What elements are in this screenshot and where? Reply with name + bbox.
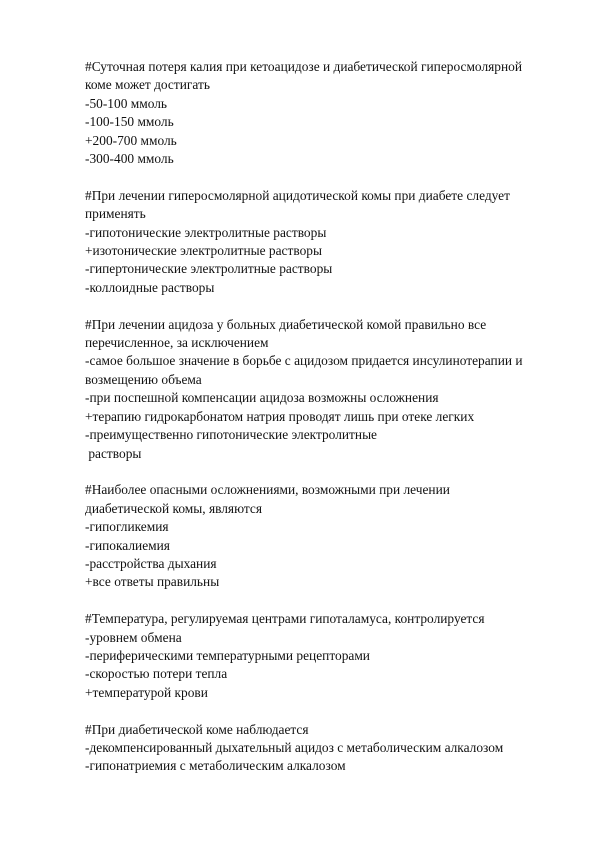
document-body [85, 58, 555, 794]
question-text: #При лечении ацидоза у больных диабетической комой правильно все [85, 316, 487, 332]
question-block [85, 481, 555, 591]
question-text: #При лечении гиперосмолярной ацидотической комы при диабете следует [85, 187, 510, 203]
answer-option: -коллоидные растворы [85, 279, 215, 295]
question-text: #Суточная потеря калия при кетоацидозе и диабетической гиперосмолярной [85, 59, 523, 74]
answer-option: -уровнем обмена [85, 629, 182, 645]
question-text: перечисленное, за исключением [85, 335, 269, 351]
answer-option: -300-400 ммоль [85, 151, 174, 167]
question-block [85, 721, 555, 776]
answer-option-correct: +все ответы правильны [85, 574, 220, 590]
answer-option: растворы [85, 445, 142, 461]
question-text: коме может достигать [85, 77, 210, 93]
answer-option-correct: +изотонические электролитные растворы [85, 243, 322, 259]
question-block [85, 610, 555, 702]
question-block [85, 316, 555, 463]
answer-option: -гипокалиемия [85, 537, 170, 553]
answer-option: -100-150 ммоль [85, 114, 174, 130]
question-block [85, 187, 555, 297]
answer-option: -расстройства дыхания [85, 555, 217, 571]
answer-option-correct: +терапию гидрокарбонатом натрия проводят лишь при отеке легких [85, 408, 475, 424]
answer-option-correct: +температурой крови [85, 684, 208, 700]
answer-option: -скоростью потери тепла [85, 666, 228, 682]
answer-option: -50-100 ммоль [85, 95, 167, 111]
answer-option: -декомпенсированный дыхательный ацидоз с метаболическим алкалозом [85, 739, 504, 755]
question-block [85, 58, 555, 168]
answer-option-correct: +200-700 ммоль [85, 132, 177, 148]
question-text: диабетической комы, являются [85, 500, 263, 516]
answer-option: -гипотонические электролитные растворы [85, 224, 327, 240]
question-text: применять [85, 206, 146, 222]
answer-option: -гипонатриемия с метаболическим алкалозом [85, 758, 346, 774]
answer-option: -самое большое значение в борьбе с ацидозом придается инсулинотерапии и [85, 353, 523, 369]
question-text: #При диабетической коме наблюдается [85, 721, 309, 737]
answer-option: -при поспешной компенсации ацидоза возможны осложнения [85, 390, 439, 406]
answer-option: -гипогликемия [85, 519, 169, 535]
answer-option: возмещению объема [85, 371, 202, 387]
answer-option: -преимущественно гипотонические электролитные [85, 427, 378, 443]
answer-option: -периферическими температурными рецепторами [85, 647, 370, 663]
question-text: #Наиболее опасными осложнениями, возможными при лечении [85, 482, 450, 498]
answer-option: -гипертонические электролитные растворы [85, 261, 333, 277]
question-text: #Температура, регулируемая центрами гипоталамуса, контролируется [85, 611, 485, 627]
